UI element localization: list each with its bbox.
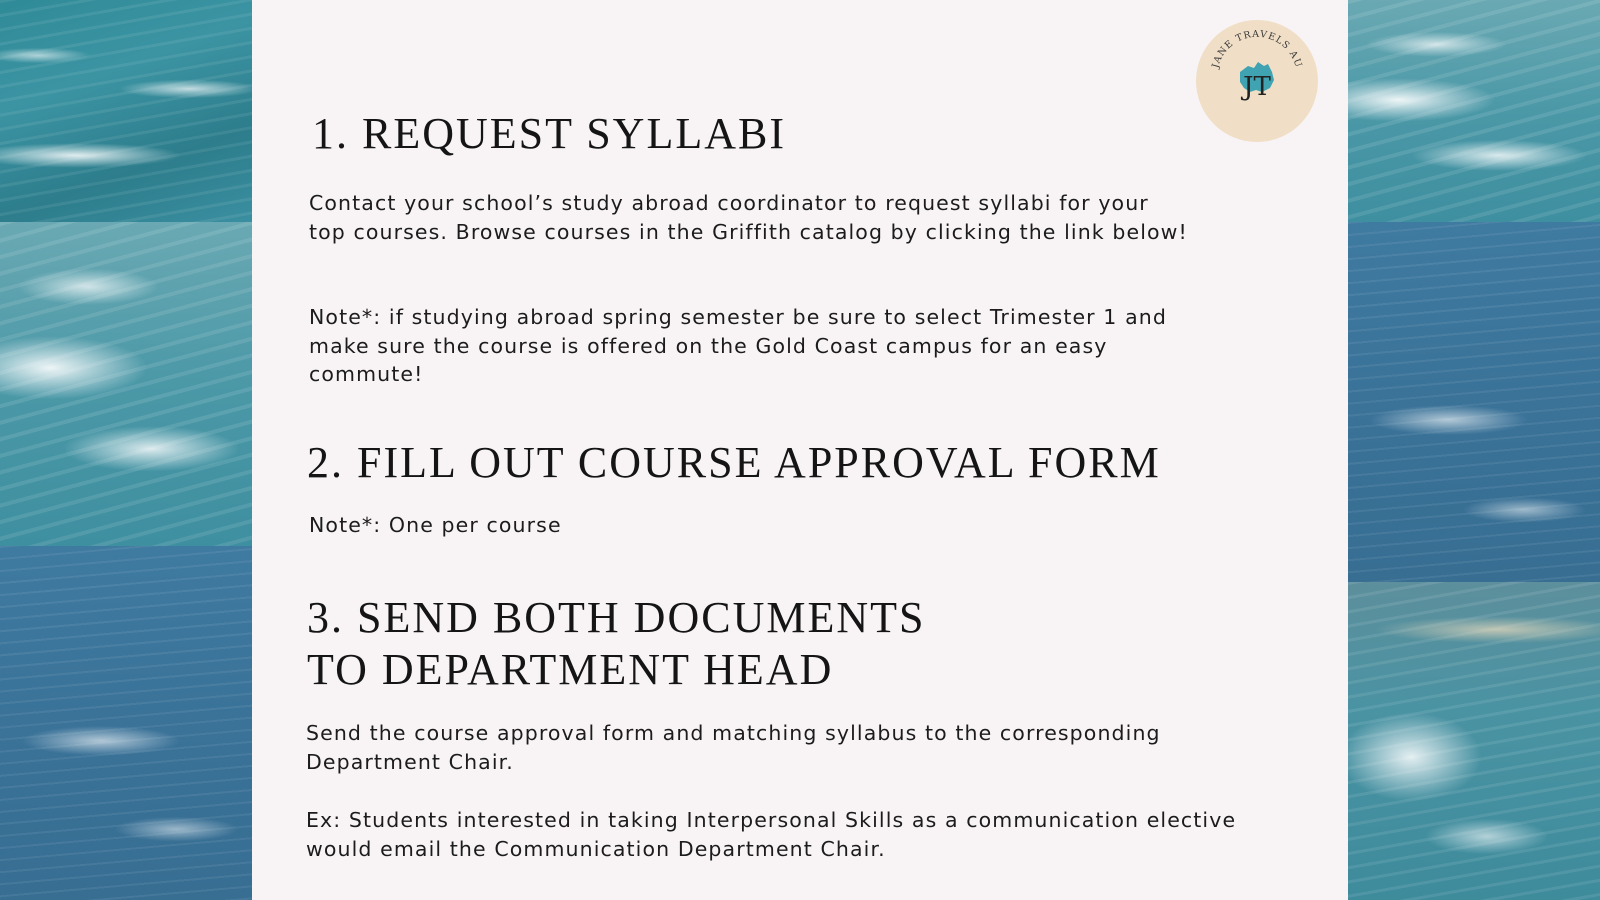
ocean-photo-right-top (1348, 0, 1600, 222)
step-1-paragraph-2: Note*: if studying abroad spring semester be sure to select Trimester 1 and make sure the course is offered on the Gold Coast campus for an easy commute! (309, 305, 1167, 386)
ocean-photo-right-middle (1348, 222, 1600, 582)
svg-text:JANE TRAVELS AU: JANE TRAVELS AU (1210, 28, 1304, 70)
step-3-heading: 3. SEND BOTH DOCUMENTS TO DEPARTMENT HEAD (307, 593, 926, 694)
step-3-paragraph-1: Send the course approval form and matching syllabus to the corresponding Department Chair. (306, 721, 1161, 774)
ocean-photo-left-bottom (0, 546, 252, 900)
ocean-photo-left-middle (0, 222, 252, 546)
step-1-heading: 1. REQUEST SYLLABI (312, 109, 786, 158)
step-2-heading: 2. FILL OUT COURSE APPROVAL FORM (307, 438, 1161, 487)
step-2-paragraph-1: Note*: One per course (309, 513, 562, 537)
ocean-photo-right-bottom (1348, 582, 1600, 900)
step-1-paragraph-1: Contact your school’s study abroad coordinator to request syllabi for your top courses. Browse courses in the Griffith catalog by clicking the link below! (309, 191, 1188, 244)
jane-travels-logo (1196, 20, 1318, 142)
step-3-paragraph-2: Ex: Students interested in taking Interpersonal Skills as a communication elective would email the Communication Department Chair. (306, 808, 1237, 861)
ocean-photo-left-top (0, 0, 252, 222)
logo-monogram: JT (1243, 72, 1271, 102)
